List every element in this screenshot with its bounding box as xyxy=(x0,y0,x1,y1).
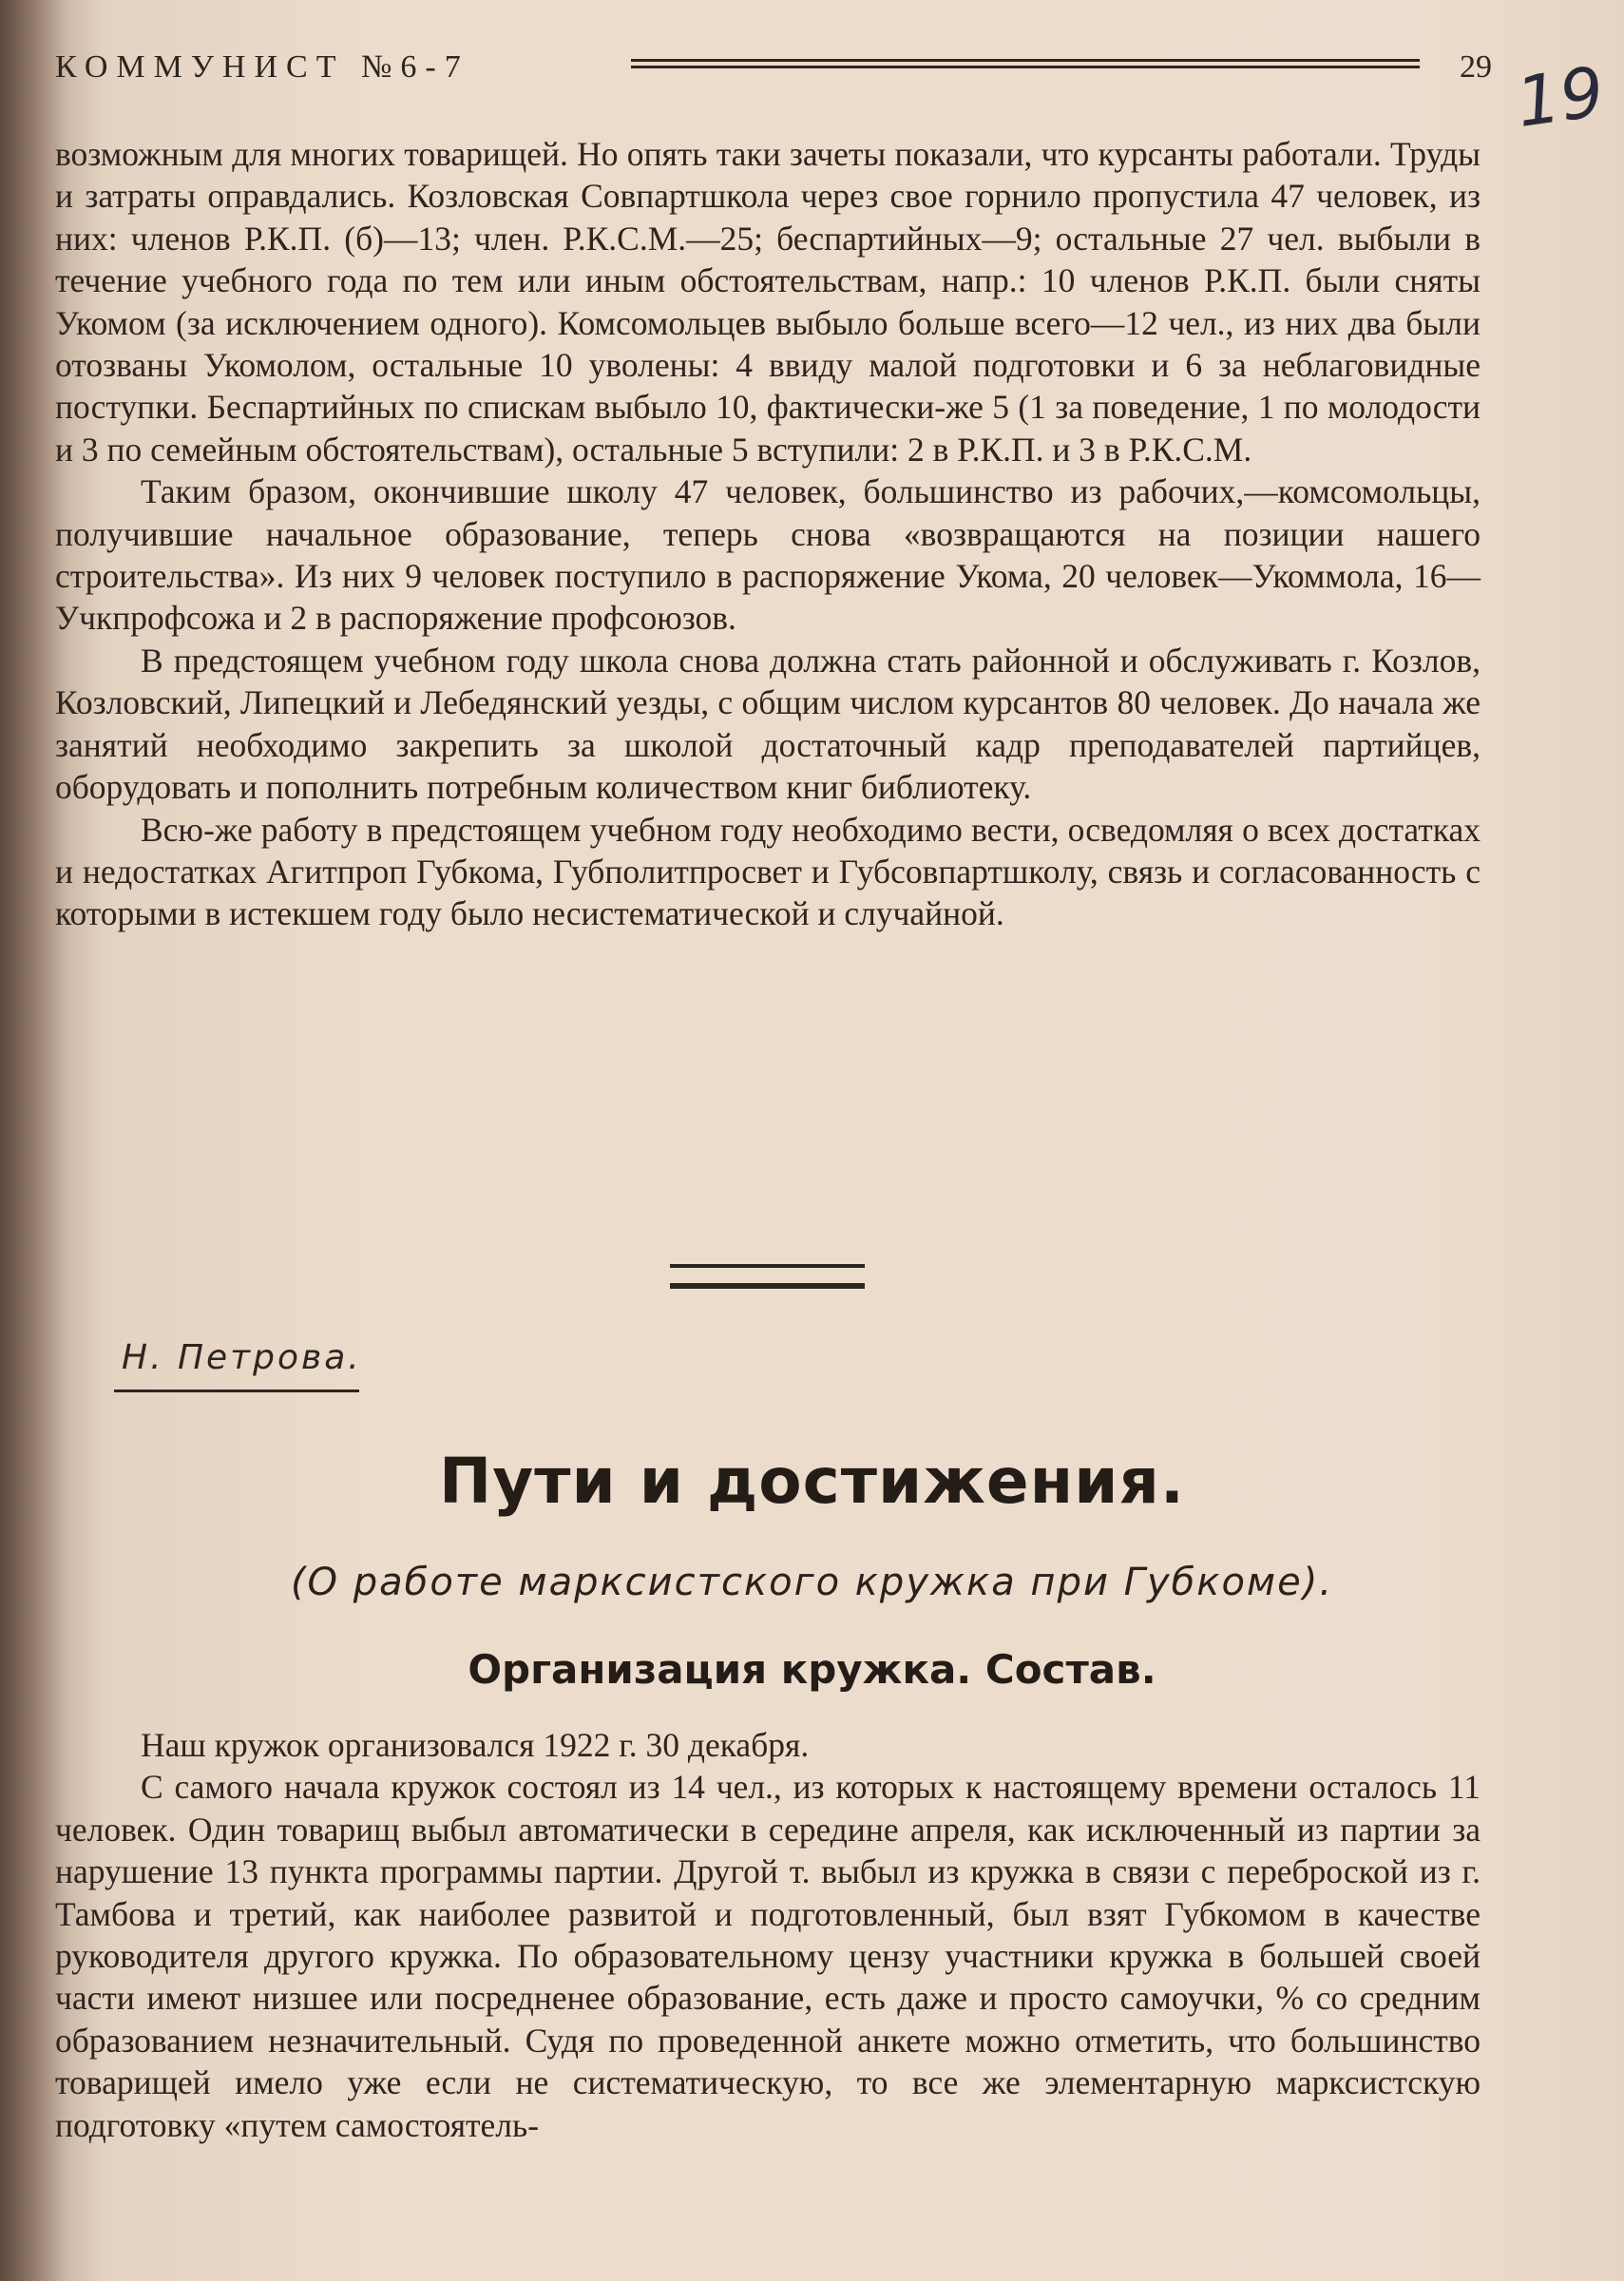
article-author: Н. Петрова. xyxy=(122,1338,362,1377)
section-divider xyxy=(670,1283,865,1289)
journal-title: КОММУНИСТ №6-7 xyxy=(55,49,469,85)
section-divider xyxy=(670,1264,865,1268)
previous-article-text xyxy=(55,133,1481,935)
article-body xyxy=(55,1724,1481,2146)
article-title: Пути и достижения. xyxy=(439,1445,1185,1518)
article-subtitle: (О работе марксистского кружка при Губкоме). xyxy=(290,1561,1334,1604)
paragraph: Наш кружок организовался 1922 г. 30 декабря. xyxy=(141,1726,810,1764)
paragraph: С самого начала кружок состоял из 14 чел., из которых к настоящему времени осталось 11 человек. Один товарищ выбыл автоматически в середине апреля, как исключенный из партии за нарушение 13 пункта программы партии. Другой т. выбыл из кружка в связи с переброской из г. Тамбова и третий, как наиболее развитой и подготовленный, был взят Губкомом в качестве руководителя другого кружка. По образовательному цензу участники кружка в большей своей части имеют низшее или посредненее образование, есть даже и просто самоучки, % со средним образованием незначительный. Судя по проведенной анкете можно отметить, что большинство товарищей имело уже если не систематическую, то все же элементарную марксистскую подготовку «путем самостоятель- xyxy=(55,1768,1481,2144)
paragraph: возможным для многих товарищей. Но опять таки зачеты показали, что курсанты работали. Труды и затраты оправдались. Козловская Совпартшкола через свое горнило пропустила 47 человек, из них: членов Р.К.П. (б)—13; член. Р.К.С.М.—25; беспартийных—9; остальные 27 чел. выбыли в течение учебного года по тем или иным обстоятельствам, напр.: 10 членов Р.К.П. были сняты Укомом (за исключением одного). Комсомольцев выбыло больше всего—12 чел., из них два были отозваны Укомолом, остальные 10 уволены: 4 ввиду малой подготовки и 6 за неблаговидные поступки. Беспартийных по спискам выбыло 10, фактически-же 5 (1 за поведение, 1 по молодости и 3 по семейным обстоятельствам), остальные 5 вступили: 2 в Р.К.П. и 3 в Р.К.С.М. xyxy=(55,135,1481,469)
header-rule xyxy=(631,59,1420,68)
paragraph: Всю-же работу в предстоящем учебном году необходимо вести, осведомляя о всех достатках и недостатках Агитпроп Губкома, Губполитпросвет и Губсовпартшколу, связь и согласованность с которыми в истекшем году было несистематической и случайной. xyxy=(55,810,1481,933)
page-number: 29 xyxy=(1460,49,1492,85)
handwritten-folio-number: 19 xyxy=(1511,51,1610,143)
section-heading: Организация кружка. Состав. xyxy=(468,1646,1156,1693)
author-underline xyxy=(114,1390,359,1392)
running-header xyxy=(55,46,1492,93)
paragraph: В предстоящем учебном году школа снова должна стать районной и обслуживать г. Козлов, Козловский, Липецкий и Лебедянский уезды, с общим числом курсантов 80 человек. До начала же занятий необходимо закрепить за школой достаточный кадр преподавателей партийцев, оборудовать и пополнить потребным количеством книг библиотеку. xyxy=(55,641,1481,807)
paragraph: Таким бразом, окончившие школу 47 человек, большинство из рабочих,—комсомольцы, получившие начальное образование, теперь снова «возвращаются на позиции нашего строительства». Из них 9 человек поступило в распоряжение Укома, 20 человек—Укоммола, 16—Учкпрофсожа и 2 в распоряжение профсоюзов. xyxy=(55,472,1481,638)
